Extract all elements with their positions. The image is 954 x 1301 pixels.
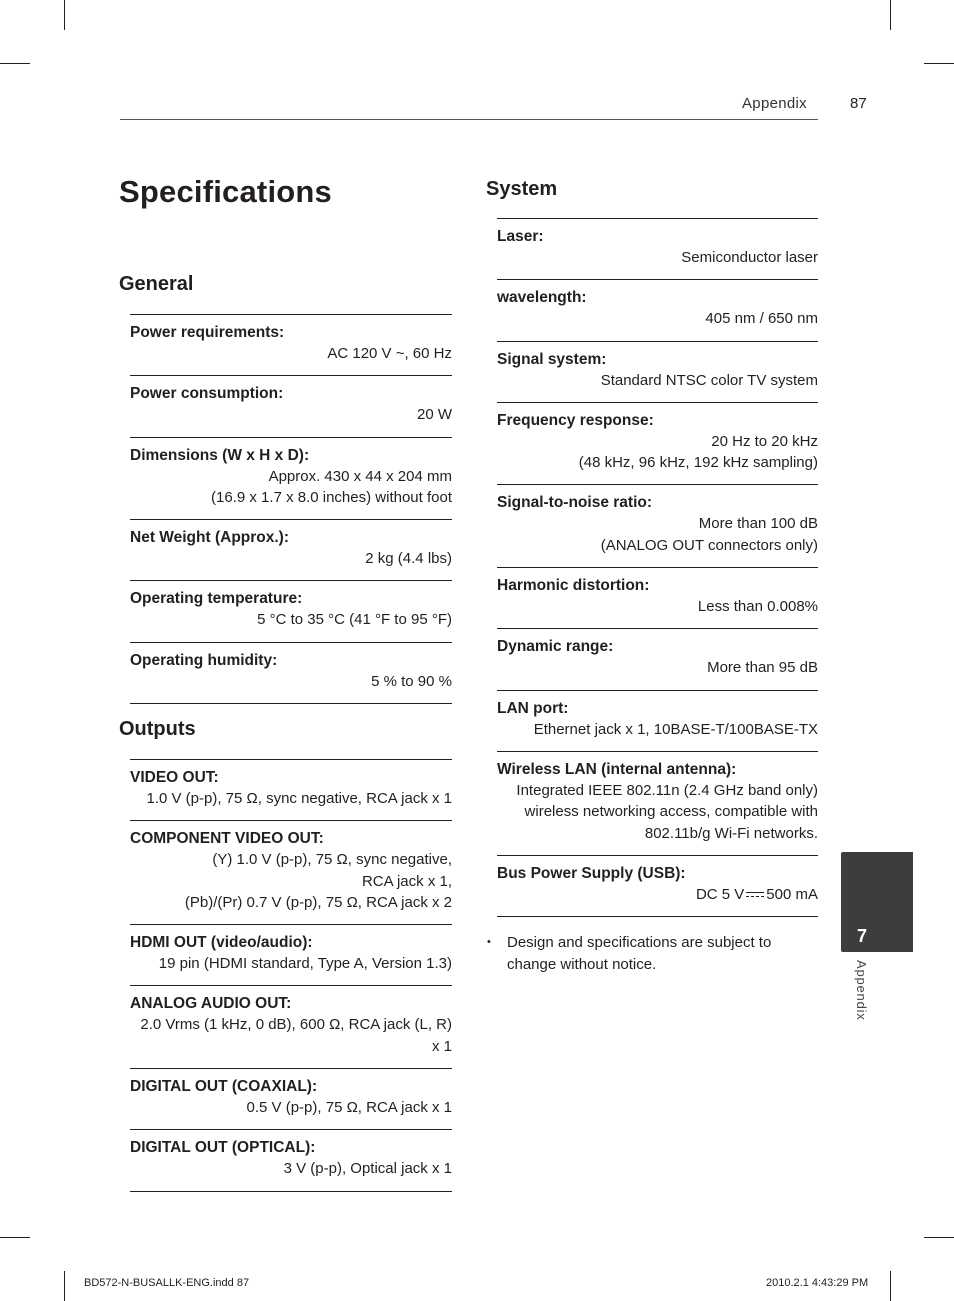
spec-value — [497, 657, 818, 678]
crop-mark — [0, 1237, 30, 1238]
spec-value-line: Semiconductor laser — [681, 249, 818, 266]
spec-item — [130, 642, 452, 703]
spec-item — [130, 1068, 452, 1129]
spec-value — [497, 719, 818, 740]
spec-label: Dimensions (W x H x D): — [130, 446, 310, 464]
crop-mark — [924, 63, 954, 64]
spec-label: Signal system: — [497, 350, 607, 368]
spec-value-line: 3 V (p-p), Optical jack x 1 — [283, 1160, 452, 1178]
spec-label: Net Weight (Approx.): — [130, 529, 290, 547]
spec-value-line: (ANALOG OUT connectors only) — [600, 536, 818, 554]
spec-label: Signal-to-noise ratio: — [497, 494, 652, 512]
crop-mark — [0, 63, 30, 64]
spec-value-line: 2 kg (4.4 lbs) — [365, 550, 452, 568]
spec-value-line: (48 kHz, 96 kHz, 192 kHz sampling) — [578, 454, 818, 472]
spec-value — [130, 1158, 452, 1179]
spec-value-line: More than 95 dB — [707, 659, 818, 677]
spec-value — [497, 780, 818, 844]
spec-value — [497, 247, 818, 268]
spec-item — [497, 628, 818, 689]
spec-label: VIDEO OUT: — [130, 769, 219, 786]
spec-value-line: Integrated IEEE 802.11n (2.4 GHz band only) — [516, 781, 818, 799]
spec-value — [497, 513, 818, 556]
system-heading: System — [486, 178, 558, 200]
spec-value-line: AC 120 V ~, 60 Hz — [327, 345, 452, 362]
running-header-section: Appendix — [742, 95, 807, 112]
spec-item — [497, 218, 818, 279]
chapter-side-label: Appendix — [854, 960, 869, 1021]
note-text: Design and specifications are subject to change without notice. — [507, 934, 772, 973]
spec-value-line: 1.0 V (p-p), 75 Ω, sync negative, RCA jack x 1 — [146, 790, 452, 807]
spec-label: Frequency response: — [497, 411, 654, 429]
spec-label: DIGITAL OUT (OPTICAL): — [130, 1139, 316, 1157]
spec-value-line: Standard NTSC color TV system — [600, 371, 818, 389]
specifications-note — [485, 932, 805, 975]
spec-item — [130, 314, 452, 375]
spec-value-line: 19 pin (HDMI standard, Type A, Version 1.3) — [158, 955, 452, 973]
crop-mark — [64, 1271, 65, 1301]
spec-label: Power consumption: — [130, 385, 284, 403]
spec-value — [130, 1014, 452, 1057]
spec-item — [130, 1129, 452, 1190]
spec-value-line: Ethernet jack x 1, 10BASE-T/100BASE-TX — [533, 720, 818, 738]
spec-item — [130, 985, 452, 1068]
spec-label: Harmonic distortion: — [497, 577, 650, 595]
spec-label: Dynamic range: — [497, 638, 614, 656]
page-title: Specifications — [119, 174, 332, 209]
spec-label: Laser: — [497, 228, 544, 245]
spec-label: wavelength: — [497, 289, 587, 307]
system-spec-list — [497, 218, 818, 917]
chapter-tab — [841, 852, 913, 952]
spec-value-line: (16.9 x 1.7 x 8.0 inches) without foot — [211, 488, 452, 506]
spec-value — [130, 953, 452, 974]
spec-item — [497, 279, 818, 340]
spec-value-line: 802.11b/g Wi-Fi networks. — [644, 824, 818, 842]
spec-value-line: wireless networking access, compatible with — [524, 803, 818, 821]
general-heading: General — [119, 273, 194, 295]
footer-datetime: 2010.2.1 4:43:29 PM — [766, 1277, 869, 1289]
header-rule — [120, 119, 818, 120]
bullet-icon: • — [487, 936, 491, 948]
spec-value-line: (Y) 1.0 V (p-p), 75 Ω, sync negative, — [212, 851, 452, 869]
spec-label: Bus Power Supply (USB): — [497, 864, 686, 882]
spec-item — [130, 759, 452, 820]
spec-label: Wireless LAN (internal antenna): — [497, 760, 737, 778]
spec-value-line: Approx. 430 x 44 x 204 mm — [268, 467, 452, 485]
spec-value — [130, 548, 452, 569]
bus-power-voltage: DC 5 V — [695, 885, 745, 903]
spec-value — [497, 431, 818, 474]
spec-value-line: 0.5 V (p-p), 75 Ω, RCA jack x 1 — [246, 1099, 452, 1117]
spec-value — [130, 343, 452, 364]
spec-label: ANALOG AUDIO OUT: — [130, 995, 292, 1013]
page-number: 87 — [850, 95, 867, 112]
chapter-number: 7 — [857, 926, 868, 946]
spec-item — [130, 375, 452, 436]
footer-filename: BD572-N-BUSALLK-ENG.indd 87 — [84, 1277, 250, 1289]
spec-value — [130, 609, 452, 630]
spec-value — [497, 308, 818, 329]
spec-item — [497, 484, 818, 567]
dc-symbol-icon — [746, 891, 764, 899]
spec-value-line: 5 % to 90 % — [371, 672, 452, 690]
spec-value-line: 405 nm / 650 nm — [705, 310, 818, 328]
spec-label: COMPONENT VIDEO OUT: — [130, 830, 324, 848]
spec-item — [497, 690, 818, 751]
spec-item — [497, 567, 818, 628]
spec-value — [130, 404, 452, 425]
spec-label: Operating humidity: — [130, 651, 278, 669]
spec-value-line: Less than 0.008% — [697, 598, 818, 616]
spec-item — [497, 751, 818, 855]
crop-mark — [64, 0, 65, 30]
spec-label: DIGITAL OUT (COAXIAL): — [130, 1078, 318, 1096]
spec-value — [130, 466, 452, 509]
spec-value-line: (Pb)/(Pr) 0.7 V (p-p), 75 Ω, RCA jack x 2 — [184, 893, 452, 911]
spec-value-line: x 1 — [431, 1037, 452, 1055]
spec-item — [130, 924, 452, 985]
spec-label: Operating temperature: — [130, 590, 303, 608]
spec-value-line: 2.0 Vrms (1 kHz, 0 dB), 600 Ω, RCA jack (L, R) — [140, 1016, 452, 1034]
spec-value-line: RCA jack x 1, — [361, 872, 452, 890]
spec-value-line: 5 °C to 35 °C (41 °F to 95 °F) — [257, 611, 452, 629]
crop-mark — [924, 1237, 954, 1238]
spec-value — [497, 884, 818, 905]
spec-item-bus-power — [497, 855, 818, 916]
spec-value — [497, 596, 818, 617]
spec-label: Power requirements: — [130, 324, 285, 341]
spec-item — [130, 820, 452, 924]
spec-value-line: More than 100 dB — [698, 515, 818, 533]
spec-label: LAN port: — [497, 699, 569, 717]
spec-value-line: 20 W — [416, 406, 452, 424]
spec-value — [130, 849, 452, 913]
spec-value — [130, 788, 452, 809]
spec-item — [497, 402, 818, 485]
general-spec-list — [130, 314, 452, 704]
spec-item — [130, 437, 452, 520]
spec-item — [130, 519, 452, 580]
spec-value — [130, 671, 452, 692]
spec-value — [497, 370, 818, 391]
outputs-heading: Outputs — [119, 718, 196, 740]
spec-value — [130, 1097, 452, 1118]
bus-power-current: 500 mA — [766, 885, 818, 903]
spec-item — [497, 341, 818, 402]
outputs-spec-list — [130, 759, 452, 1192]
spec-value-line: 20 Hz to 20 kHz — [711, 432, 818, 450]
spec-item — [130, 580, 452, 641]
crop-mark — [890, 1271, 891, 1301]
spec-label: HDMI OUT (video/audio): — [130, 934, 313, 952]
crop-mark — [890, 0, 891, 30]
